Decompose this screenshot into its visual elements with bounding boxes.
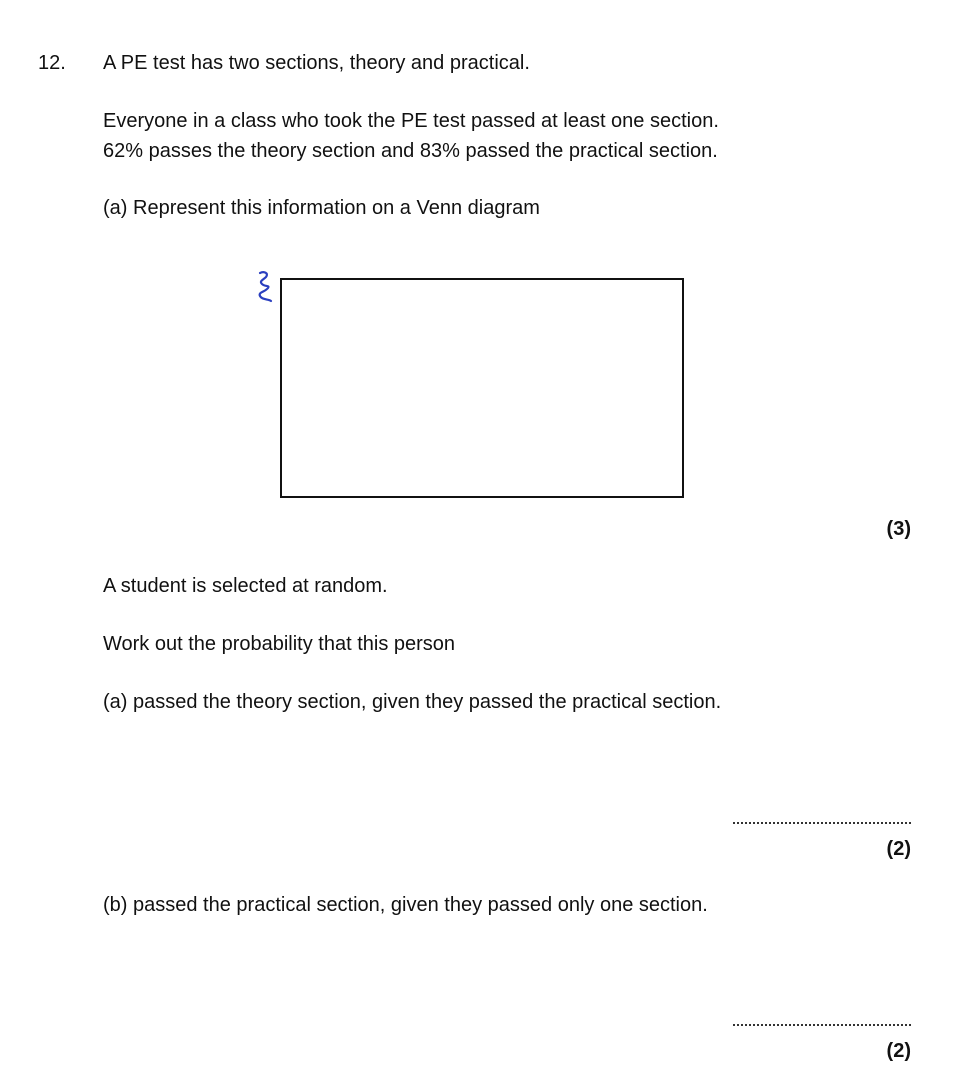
question-number: 12. — [38, 52, 66, 74]
part-a-venn-instruction: (a) Represent this information on a Venn diagram — [103, 197, 540, 219]
marks-b: (2) — [886, 1040, 911, 1062]
work-out-text: Work out the probability that this person — [103, 633, 456, 655]
marks-a: (2) — [886, 838, 911, 860]
info-line-2: 62% passes the theory section and 83% passed the practical section. — [103, 140, 718, 162]
answer-line-b[interactable] — [733, 1024, 911, 1026]
question-intro: A PE test has two sections, theory and practical. — [103, 52, 530, 74]
part-a-probability: (a) passed the theory section, given they passed the practical section. — [103, 691, 722, 713]
info-line-1: Everyone in a class who took the PE test passed at least one section. — [103, 110, 719, 132]
marks-venn: (3) — [886, 518, 911, 540]
universal-set-symbol — [254, 270, 276, 304]
answer-line-a[interactable] — [733, 822, 911, 824]
venn-diagram-box[interactable] — [280, 278, 684, 498]
part-b-probability: (b) passed the practical section, given they passed only one section. — [103, 894, 708, 916]
random-selection-text: A student is selected at random. — [103, 575, 388, 597]
